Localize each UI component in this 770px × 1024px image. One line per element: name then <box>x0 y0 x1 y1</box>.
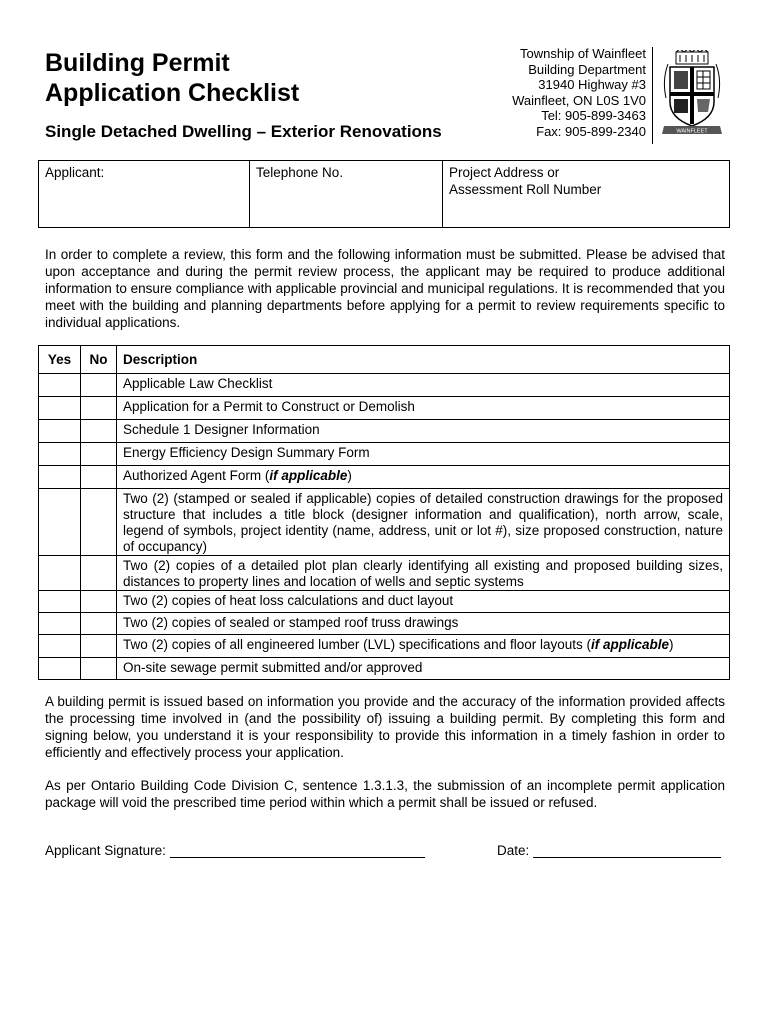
signature-row <box>45 843 425 858</box>
checklist-table <box>38 345 730 680</box>
item-text: Applicable Law Checklist <box>123 376 273 391</box>
checklist-item-description <box>117 635 730 658</box>
checklist-item-description <box>117 658 730 680</box>
project-address-label-line2: Assessment Roll Number <box>449 182 602 197</box>
checklist-row <box>39 397 730 420</box>
item-text-suffix: ) <box>347 468 352 483</box>
project-address-label-line1: Project Address or <box>449 165 560 180</box>
item-text-suffix: ) <box>669 637 674 652</box>
yes-column-header: Yes <box>39 346 81 374</box>
yes-checkbox[interactable] <box>39 443 81 466</box>
date-row <box>497 843 721 858</box>
item-text: Energy Efficiency Design Summary Form <box>123 445 370 460</box>
checklist-row <box>39 374 730 397</box>
item-text: Two (2) copies of all engineered lumber (LVL) specifications and floor layouts ( <box>123 637 591 652</box>
no-checkbox[interactable] <box>81 374 117 397</box>
item-text: Schedule 1 Designer Information <box>123 422 320 437</box>
checklist-item-description <box>117 591 730 613</box>
checklist-row <box>39 635 730 658</box>
applicant-label: Applicant: <box>45 165 105 180</box>
signature-line[interactable] <box>170 843 425 858</box>
checklist-row <box>39 420 730 443</box>
address-line: Building Department <box>528 61 646 77</box>
signature-label: Applicant Signature: <box>45 843 166 858</box>
intro-paragraph: In order to complete a review, this form and the following information must be submitted. Please be advised that upon acceptance and during the permit review process, the applicant may be required to produce additional information to ensure compliance with applicable provincial and municipal regulations. It is recommended that you meet with the building and planning departments before applying for a permit to review requirements specific to individual applications. <box>45 247 725 330</box>
checklist-item-description <box>117 556 730 591</box>
description-column-header: Description <box>117 346 730 374</box>
applicant-field[interactable] <box>39 161 250 227</box>
address-line: 31940 Highway #3 <box>538 77 646 93</box>
yes-checkbox[interactable] <box>39 556 81 591</box>
item-text: Two (2) copies of sealed or stamped roof truss drawings <box>123 615 459 630</box>
address-line: Wainfleet, ON L0S 1V0 <box>512 92 646 108</box>
yes-checkbox[interactable] <box>39 466 81 489</box>
no-column-header: No <box>81 346 117 374</box>
address-line: Township of Wainfleet <box>520 46 646 61</box>
building-code-paragraph: As per Ontario Building Code Division C, sentence 1.3.1.3, the submission of an incomplete permit application package will void the prescribed time period within which a permit shall be issued or refused. <box>45 778 725 810</box>
title-line-2: Application Checklist <box>45 79 300 107</box>
no-checkbox[interactable] <box>81 420 117 443</box>
no-checkbox[interactable] <box>81 443 117 466</box>
item-text: Application for a Permit to Construct or Demolish <box>123 399 415 414</box>
no-checkbox[interactable] <box>81 397 117 420</box>
no-checkbox[interactable] <box>81 658 117 680</box>
title-block <box>45 48 485 142</box>
checklist-item-description <box>117 489 730 556</box>
item-text: Authorized Agent Form ( <box>123 468 270 483</box>
yes-checkbox[interactable] <box>39 489 81 556</box>
checklist-item-description <box>117 613 730 635</box>
item-text: Two (2) copies of heat loss calculations and duct layout <box>123 593 454 608</box>
no-checkbox[interactable] <box>81 591 117 613</box>
checklist-row <box>39 556 730 591</box>
address-line: Tel: 905-899-3463 <box>541 108 646 124</box>
yes-checkbox[interactable] <box>39 420 81 443</box>
checklist-row <box>39 591 730 613</box>
checklist-row <box>39 658 730 680</box>
crest-banner-text: WAINFLEET <box>676 128 708 135</box>
yes-checkbox[interactable] <box>39 658 81 680</box>
no-checkbox[interactable] <box>81 489 117 556</box>
page-subtitle: Single Detached Dwelling – Exterior Renovations <box>45 122 442 141</box>
applicant-info-table <box>38 160 730 228</box>
checklist-row <box>39 466 730 489</box>
date-line[interactable] <box>533 843 721 858</box>
department-address <box>486 46 646 140</box>
telephone-label: Telephone No. <box>256 165 344 180</box>
item-text: Two (2) copies of a detailed plot plan clearly identifying all existing and proposed building sizes, distances to property lines and location of wells and septic systems <box>123 558 723 589</box>
checklist-item-description <box>117 374 730 397</box>
no-checkbox[interactable] <box>81 613 117 635</box>
item-text: On-site sewage permit submitted and/or approved <box>123 660 423 675</box>
checklist-header-row <box>39 346 730 374</box>
title-line-1: Building Permit <box>45 49 230 77</box>
checklist-item-description <box>117 466 730 489</box>
checklist-item-description <box>117 443 730 466</box>
yes-checkbox[interactable] <box>39 397 81 420</box>
no-checkbox[interactable] <box>81 635 117 658</box>
checklist-row <box>39 489 730 556</box>
notice-paragraph: A building permit is issued based on information you provide and the accuracy of the information provided affects the processing time involved in (and the possibility of) issuing a building permit. By completing this form and signing below, you understand it is your responsibility to provide this information in a timely fashion in order to efficiently and effectively process your application. <box>45 694 725 760</box>
no-checkbox[interactable] <box>81 466 117 489</box>
no-checkbox[interactable] <box>81 556 117 591</box>
if-applicable-note: if applicable <box>269 468 348 483</box>
telephone-field[interactable] <box>250 161 443 227</box>
checklist-row <box>39 443 730 466</box>
yes-checkbox[interactable] <box>39 635 81 658</box>
yes-checkbox[interactable] <box>39 613 81 635</box>
checklist-row <box>39 613 730 635</box>
if-applicable-note: if applicable <box>591 637 670 652</box>
checklist-item-description <box>117 397 730 420</box>
yes-checkbox[interactable] <box>39 374 81 397</box>
yes-checkbox[interactable] <box>39 591 81 613</box>
item-text: Two (2) (stamped or sealed if applicable) copies of detailed construction drawings for the proposed structure that includes a title block (designer information and qualification), north arrow, scale, legend of symbols, project identity (name, address, unit or lot #), size proposed construction, nature of occupancy) <box>123 491 723 554</box>
township-crest-logo <box>660 50 724 140</box>
date-label: Date: <box>497 843 530 858</box>
address-line: Fax: 905-899-2340 <box>536 123 646 139</box>
project-address-field[interactable] <box>443 161 729 227</box>
header-divider <box>652 47 653 144</box>
checklist-item-description <box>117 420 730 443</box>
page-title <box>45 48 485 108</box>
